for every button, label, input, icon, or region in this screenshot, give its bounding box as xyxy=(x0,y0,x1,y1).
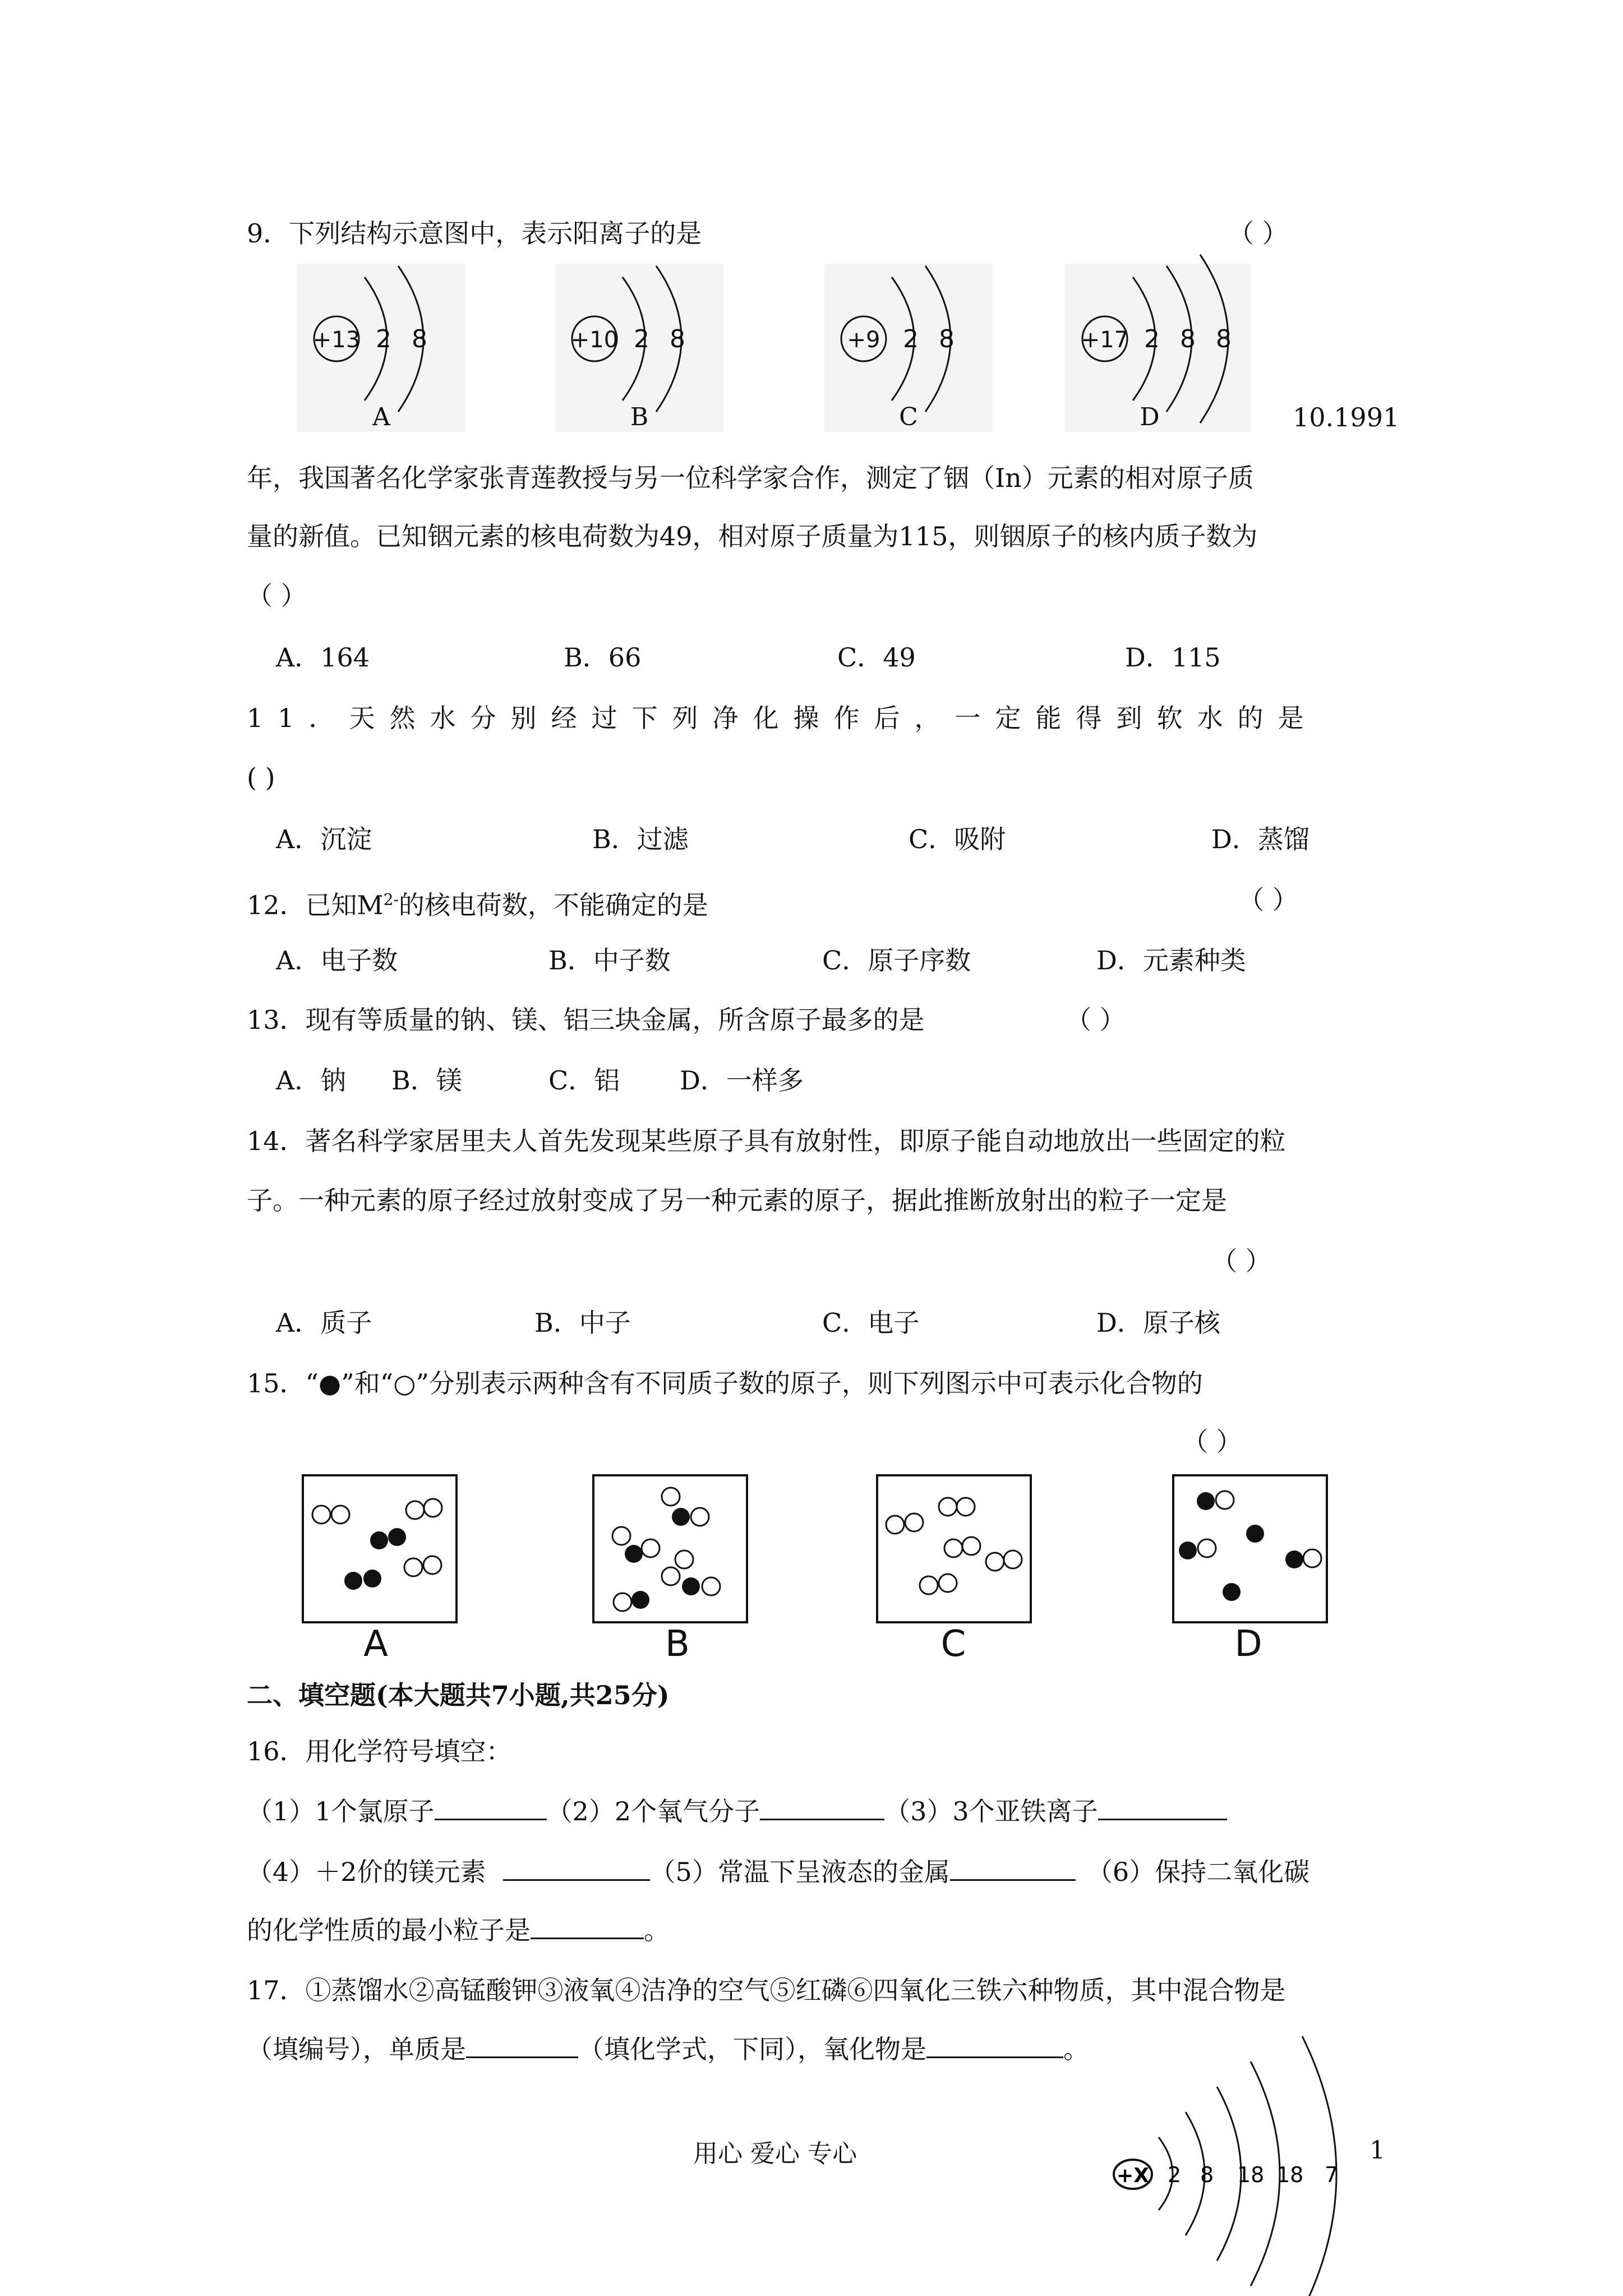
corner-shell-count: 8 xyxy=(1200,2162,1214,2187)
q13-option-d: D．一样多 xyxy=(680,1065,804,1096)
q15-box-a xyxy=(303,1475,457,1622)
q16-row3 xyxy=(247,1913,670,1947)
shell-electron-count: 2 xyxy=(903,325,919,353)
q14-line2: 子。一种元素的原子经过放射变成了另一种元素的原子，据此推断放射出的粒子一定是 xyxy=(247,1185,1227,1216)
q9-diagram-a xyxy=(297,264,465,432)
corner-shell-count: 2 xyxy=(1168,2162,1182,2187)
page-number: 1 xyxy=(1370,2136,1385,2165)
q14-line1: 14．著名科学家居里夫人首先发现某些原子具有放射性，即原子能自动地放出一些固定的粒 xyxy=(247,1126,1286,1156)
q12-stem-post: 的核电荷数，不能确定的是 xyxy=(398,890,708,921)
q17-line1: 17．①蒸馏水②高锰酸钾③液氧④洁净的空气⑤红磷⑥四氧化三铁六种物质，其中混合物是 xyxy=(247,1975,1286,2005)
q15-particle-diagrams xyxy=(0,1458,1623,1672)
shell-electron-count: 8 xyxy=(1216,325,1232,353)
q16-blank-1[interactable] xyxy=(435,1794,547,1820)
q16-part4: （4）＋2价的镁元素 xyxy=(247,1857,486,1887)
q10-line1: 年，我国著名化学家张青莲教授与另一位科学家合作，测定了铟（In）元素的相对原子质 xyxy=(247,463,1254,493)
q16-part6: （6）保持二氧化碳 xyxy=(1086,1857,1310,1887)
shell-electron-count: 2 xyxy=(1144,325,1160,353)
q10-option-d: D．115 xyxy=(1125,642,1221,673)
q16-part2: （2）2个氧气分子 xyxy=(546,1796,760,1826)
q14-option-b: B．中子 xyxy=(534,1308,631,1338)
q17-part-b: （填化学式，下同），氧化物是 xyxy=(578,2034,926,2064)
q11-option-a: A．沉淀 xyxy=(276,824,372,854)
diagram-label: B xyxy=(630,403,649,431)
diagram-label: C xyxy=(899,403,918,431)
q17-part-a: （填编号），单质是 xyxy=(247,2034,466,2064)
q10-number: 10.1991 xyxy=(1293,402,1400,432)
q10-line2: 量的新值。已知铟元素的核电荷数为49，相对原子质量为115，则铟原子的核内质子数为 xyxy=(247,521,1258,551)
q9-diagram-d xyxy=(1066,255,1251,432)
q16-stem: 16．用化学符号填空： xyxy=(247,1736,512,1766)
q13-option-a: A．钠 xyxy=(276,1065,347,1096)
q16-row2 xyxy=(247,1855,1310,1889)
q17-blank-1[interactable] xyxy=(466,2032,578,2058)
q16-blank-6[interactable] xyxy=(531,1913,644,1939)
q15-label-d: D xyxy=(1234,1623,1262,1665)
q16-part6b: 的化学性质的最小粒子是 xyxy=(247,1915,531,1945)
q15-box-b xyxy=(593,1475,747,1622)
q12-stem xyxy=(247,883,708,922)
q15-answer-paren: （ ） xyxy=(1182,1427,1242,1457)
q11-stem: 11．天然水分别经过下列净化操作后，一定能得到软水的是 xyxy=(247,703,1318,733)
q16-blank-5[interactable] xyxy=(950,1855,1076,1881)
q11-option-b: B．过滤 xyxy=(592,824,689,854)
section2-title: 二、填空题(本大题共7小题,共25分) xyxy=(247,1680,670,1710)
q16-part5: （5）常温下呈液态的金属 xyxy=(649,1857,950,1887)
nucleus-charge: +9 xyxy=(847,327,880,353)
q14-option-d: D．原子核 xyxy=(1096,1308,1220,1338)
q13-stem: 13．现有等质量的钠、镁、铝三块金属，所含原子最多的是 xyxy=(247,1005,925,1035)
nucleus-charge: +13 xyxy=(312,327,361,353)
corner-nucleus-charge: +X xyxy=(1117,2164,1149,2187)
q15-label-c: C xyxy=(940,1623,966,1665)
q13-option-c: C．铝 xyxy=(548,1065,620,1096)
q9-diagram-c xyxy=(824,264,993,432)
q9-diagrams xyxy=(0,0,1623,449)
corner-shell-count: 7 xyxy=(1325,2162,1339,2187)
corner-atom-diagram xyxy=(1094,2053,1374,2289)
q10-option-c: C．49 xyxy=(837,642,916,673)
shell-electron-count: 8 xyxy=(412,325,427,353)
q13-answer-paren: （ ） xyxy=(1066,1005,1126,1035)
q11-answer-paren: ( ) xyxy=(247,762,275,793)
q12-option-a: A．电子数 xyxy=(276,945,398,976)
q9-answer-paren: （ ） xyxy=(1228,218,1288,249)
q10-answer-paren: （ ） xyxy=(247,581,307,611)
q16-part3: （3）3个亚铁离子 xyxy=(884,1796,1098,1826)
q14-answer-paren: （ ） xyxy=(1211,1246,1271,1276)
diagram-label: D xyxy=(1140,403,1160,431)
nucleus-charge: +17 xyxy=(1081,327,1129,353)
q9-diagram-b xyxy=(555,264,723,432)
q12-option-c: C．原子序数 xyxy=(822,945,971,976)
q12-option-d: D．元素种类 xyxy=(1096,945,1246,976)
q12-option-b: B．中子数 xyxy=(548,945,671,976)
shell-electron-count: 8 xyxy=(939,325,955,353)
q17-blank-2[interactable] xyxy=(926,2032,1063,2058)
q12-answer-paren: （ ） xyxy=(1238,885,1298,915)
q11-option-c: C．吸附 xyxy=(909,824,1006,854)
shell-electron-count: 8 xyxy=(1180,325,1196,353)
corner-shell-count: 18 xyxy=(1276,2162,1304,2187)
q10-option-b: B．66 xyxy=(564,642,642,673)
q14-option-a: A．质子 xyxy=(276,1308,372,1338)
q15-box-c xyxy=(877,1475,1031,1622)
corner-shell-count: 18 xyxy=(1237,2162,1265,2187)
q16-blank-3[interactable] xyxy=(1098,1794,1227,1820)
q14-option-c: C．电子 xyxy=(822,1308,920,1338)
q12-stem-pre: 12．已知M xyxy=(247,890,384,921)
shell-electron-count: 2 xyxy=(634,325,649,353)
q15-box-d xyxy=(1173,1475,1327,1622)
q15-label-a: A xyxy=(363,1623,388,1665)
q10-option-a: A．164 xyxy=(276,642,370,673)
q16-blank-2[interactable] xyxy=(760,1794,884,1820)
q12-charge-superscript: 2- xyxy=(383,890,399,909)
q17-line2 xyxy=(247,2032,1089,2066)
shell-electron-count: 8 xyxy=(670,325,685,353)
q15-stem: 15．“●”和“○”分别表示两种含有不同质子数的原子，则下列图示中可表示化合物的 xyxy=(247,1368,1203,1398)
q15-label-b: B xyxy=(665,1623,690,1665)
q13-option-b: B．镁 xyxy=(391,1065,462,1096)
q16-blank-4[interactable] xyxy=(503,1855,650,1881)
footer-text: 用心 爱心 专心 xyxy=(693,2139,857,2168)
shell-electron-count: 2 xyxy=(376,325,391,353)
q11-option-d: D．蒸馏 xyxy=(1211,824,1310,854)
q17-end: 。 xyxy=(1063,2034,1089,2064)
q16-row1 xyxy=(247,1794,1227,1828)
q16-end: 。 xyxy=(644,1915,670,1945)
q9-stem: 9．下列结构示意图中，表示阳离子的是 xyxy=(247,218,702,249)
nucleus-charge: +10 xyxy=(570,327,619,353)
diagram-label: A xyxy=(372,403,390,431)
q16-part1: （1）1个氯原子 xyxy=(247,1796,435,1826)
